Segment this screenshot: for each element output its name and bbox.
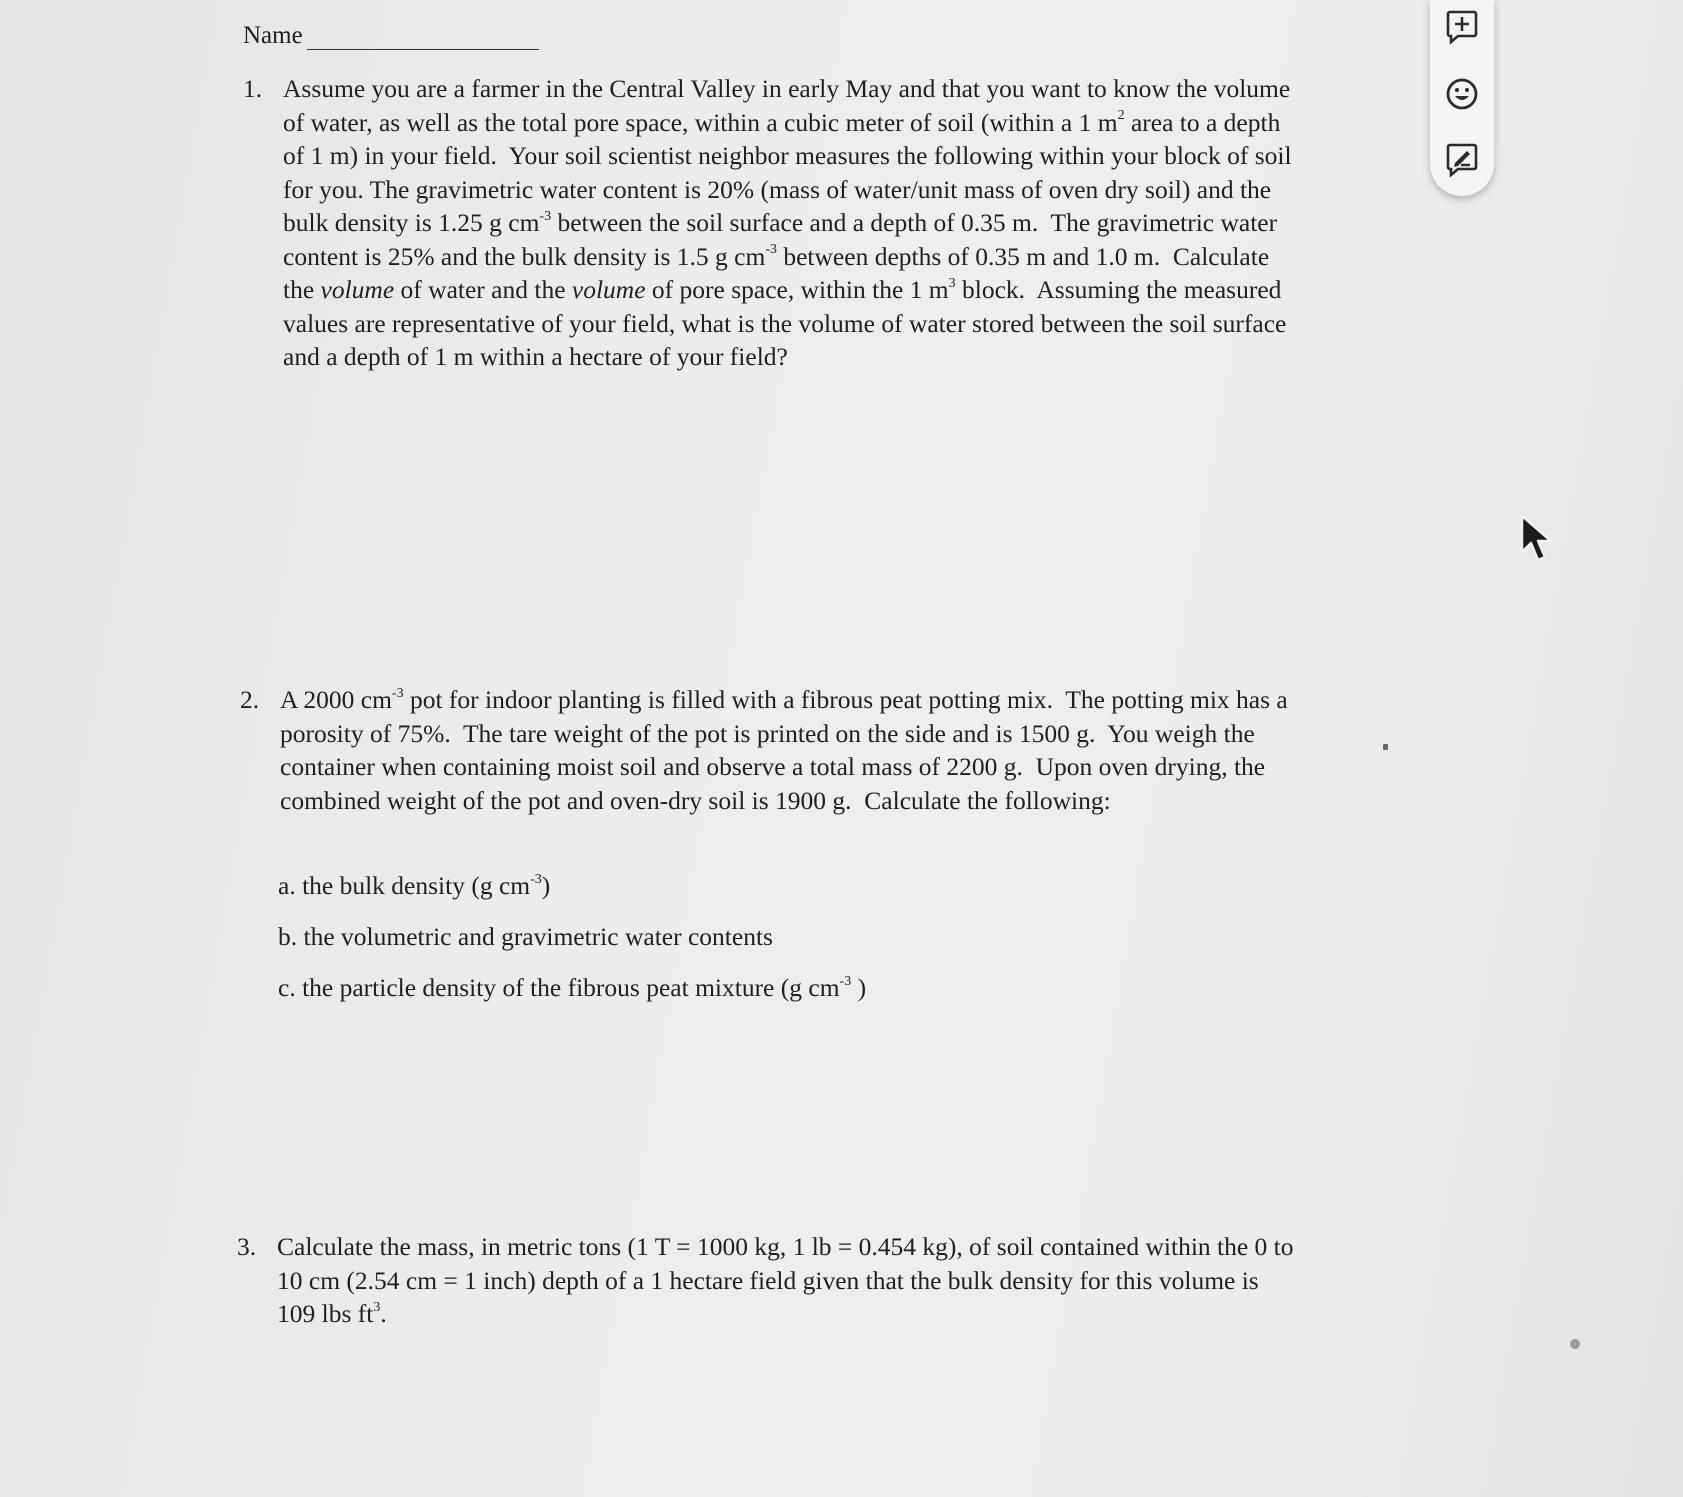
- question-2-text: A 2000 $cm^{-3}$ pot for indoor planting is filled with a fibrous peat potting mix. The potting mix has a porosity of 75%. The tare weight of the pot is printed on the side and is 1500 g. You weigh the container when containing moist soil and observe a total mass of 2200 g. Upon oven drying, the combined weight of the pot and oven-dry soil is 1900 g. Calculate the following:: [280, 685, 1288, 815]
- question-3-text: Calculate the mass, in metric tons (1 T = 1000 kg, 1 lb = 0.454 kg), of soil contained within the 0 to 10 cm (2.54 cm = 1 inch) depth of a 1 hectare field given that the bulk density for this volume is 109 lbs $ft^3$.: [277, 1232, 1294, 1328]
- question-3-number: 3.: [237, 1232, 257, 1261]
- add-icon: [1444, 8, 1480, 44]
- dust-speck: [1570, 1339, 1580, 1349]
- floating-toolbar: [1430, 0, 1494, 196]
- add-button[interactable]: [1444, 8, 1480, 44]
- question-1-text: Assume you are a farmer in the Central Valley in early May and that you want to know the volume of water, as well as the total pore space, within a cubic meter of soil (within a 1 $m^2$ area to a depth of 1 m) in your field. Your soil scientist neighbor measures the following within your block of soil for you. The gravimetric water content is 20% (mass of water/unit mass of oven dry soil) and the bulk density is 1.25 g $cm^{-3}$ between the soil surface and a depth of 0.35 m. The gravimetric water content is 25% and the bulk density is 1.5 g $cm^{-3}$ between depths of 0.35 m and 1.0 m. Calculate the volume of water and the volume of pore space, within the 1 $m^3$ block. Assuming the measured values are representative of your field, what is the volume of water stored between the soil surface and a depth of 1 m within a hectare of your field?: [283, 74, 1292, 371]
- question-2b: b. the volumetric and gravimetric water contents: [278, 922, 773, 951]
- draw-button[interactable]: [1444, 141, 1480, 177]
- question-2-number: 2.: [240, 685, 260, 714]
- name-label: Name: [243, 22, 303, 49]
- dust-speck: [1383, 744, 1388, 750]
- emoji-icon: [1444, 76, 1480, 112]
- mouse-pointer-icon: [1519, 514, 1561, 566]
- name-field: [243, 22, 539, 50]
- question-2a: a. the bulk density (g $cm^{-3}$): [278, 871, 551, 900]
- draw-icon: [1444, 141, 1480, 177]
- question-2c: c. the particle density of the fibrous peat mixture (g $cm^{-3}$ ): [278, 973, 867, 1002]
- emoji-button[interactable]: [1444, 76, 1480, 112]
- name-blank-line[interactable]: [307, 25, 539, 50]
- question-1-number: 1.: [243, 74, 263, 103]
